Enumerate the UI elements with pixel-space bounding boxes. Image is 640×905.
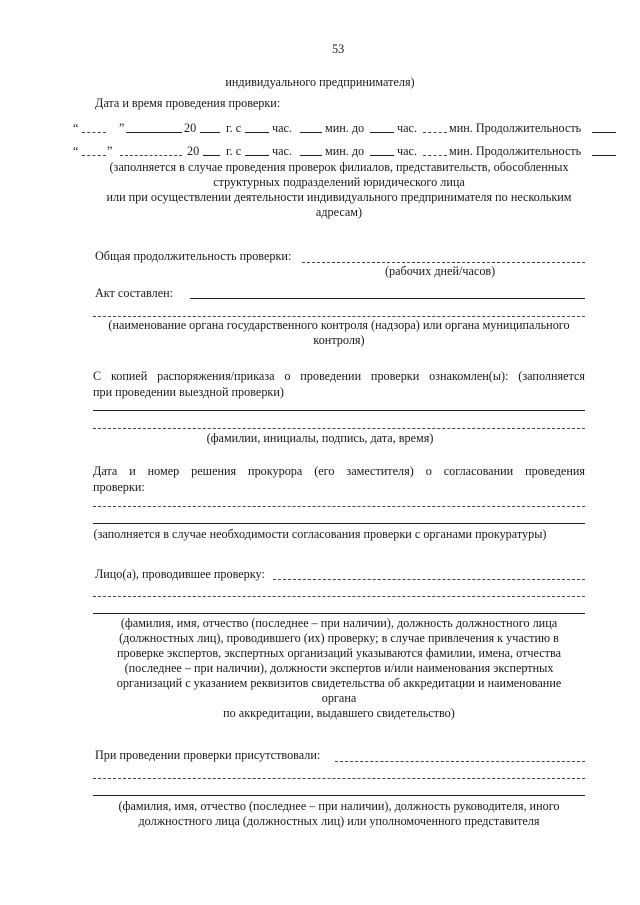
attendees-label: При проведении проверки присутствовали: [95, 748, 321, 762]
duration-label: мин. Продолжительность [449, 121, 582, 135]
from-label: г. с [226, 144, 242, 158]
end-hours-field[interactable] [370, 155, 394, 156]
inspectors-note: (фамилия, имя, отчество (последнее – при наличии), должность должностного лица (должностных лиц), проводившего (их) проверку; в случае привлечения к участию в проверке экспертов, экспертных организаций указываются фамилии, имена, отчества (последнее – при наличии), должности экспертов и/или наименования экспертных организаций с указанием реквизитов свидетельства об аккредитации и наименование органа по аккредитации, выдавшего свидетельство) [116, 616, 562, 720]
duration-field[interactable] [592, 155, 616, 156]
month-field[interactable] [120, 155, 182, 156]
attendees-note: (фамилия, имя, отчество (последнее – при наличии), должность руководителя, иного должностного лица (должностных лиц) или уполномоченного представителя [118, 799, 560, 828]
from-label: г. с [226, 121, 242, 135]
prosecutor-field-2[interactable] [93, 523, 585, 524]
act-drawn-note: (наименование органа государственного контроля (надзора) или органа муниципального контроля) [108, 318, 570, 347]
day-field[interactable] [82, 155, 106, 156]
total-duration-note: (рабочих дней/часов) [385, 264, 496, 278]
end-minutes-field[interactable] [423, 132, 447, 133]
hours-label-2: час. [397, 144, 417, 158]
start-hours-field[interactable] [245, 155, 269, 156]
start-minutes-field[interactable] [300, 155, 322, 156]
act-drawn-field-2[interactable] [93, 316, 585, 317]
end-hours-field[interactable] [370, 132, 394, 133]
minutes-to-label: мин. до [325, 144, 365, 158]
act-drawn-field[interactable] [190, 298, 585, 299]
start-minutes-field[interactable] [300, 132, 322, 133]
total-duration-field[interactable] [302, 262, 585, 263]
open-quote: “ [73, 121, 79, 135]
open-quote: “ [73, 144, 79, 158]
duration-field[interactable] [592, 132, 616, 133]
inspection-datetime-label: Дата и время проведения проверки: [95, 96, 281, 110]
day-field[interactable] [82, 132, 106, 133]
act-drawn-label: Акт составлен: [95, 286, 174, 300]
order-copy-field-2[interactable] [93, 428, 585, 429]
prosecutor-line-2: проверки: [93, 480, 145, 494]
end-minutes-field[interactable] [423, 155, 447, 156]
hours-label-2: час. [397, 121, 417, 135]
page-number: 53 [332, 42, 345, 56]
total-duration-label: Общая продолжительность проверки: [95, 249, 292, 263]
order-copy-field-1[interactable] [93, 410, 585, 411]
inspectors-label: Лицо(а), проводившее проверку: [95, 567, 265, 581]
inspectors-field-3[interactable] [93, 613, 585, 614]
month-field[interactable] [126, 132, 182, 133]
inspectors-field-1[interactable] [273, 579, 585, 580]
order-copy-line-2: при проведении выездной проверки) [93, 385, 284, 399]
minutes-to-label: мин. до [325, 121, 365, 135]
close-quote: ” [119, 121, 125, 135]
hours-label: час. [272, 144, 292, 158]
branches-note: (заполняется в случае проведения проверок филиалов, представительств, обособленных структурных подразделений юридического лица или при осуществлении деятельности индивидуального предпринимателя по нескольким адресам) [106, 160, 572, 219]
header-continuation: индивидуального предпринимателя) [225, 75, 415, 89]
inspectors-field-2[interactable] [93, 596, 585, 597]
order-copy-note: (фамилии, инициалы, подпись, дата, время) [206, 431, 434, 445]
attendees-field-3[interactable] [93, 795, 585, 796]
year-field[interactable] [200, 132, 220, 133]
year-prefix: 20 [187, 144, 200, 158]
duration-label: мин. Продолжительность [449, 144, 582, 158]
close-quote: ” [107, 144, 113, 158]
prosecutor-field-1[interactable] [93, 506, 585, 507]
start-hours-field[interactable] [245, 132, 269, 133]
year-prefix: 20 [184, 121, 197, 135]
attendees-field-1[interactable] [335, 761, 585, 762]
attendees-field-2[interactable] [93, 778, 585, 779]
prosecutor-note: (заполняется в случае необходимости согласования проверки с органами прокуратуры) [93, 527, 547, 541]
prosecutor-line-1: Дата и номер решения прокурора (его заместителя) о согласовании проведения [93, 464, 585, 478]
order-copy-line-1: С копией распоряжения/приказа о проведении проверки ознакомлен(ы): (заполняется [93, 369, 585, 383]
hours-label: час. [272, 121, 292, 135]
year-field[interactable] [203, 155, 220, 156]
